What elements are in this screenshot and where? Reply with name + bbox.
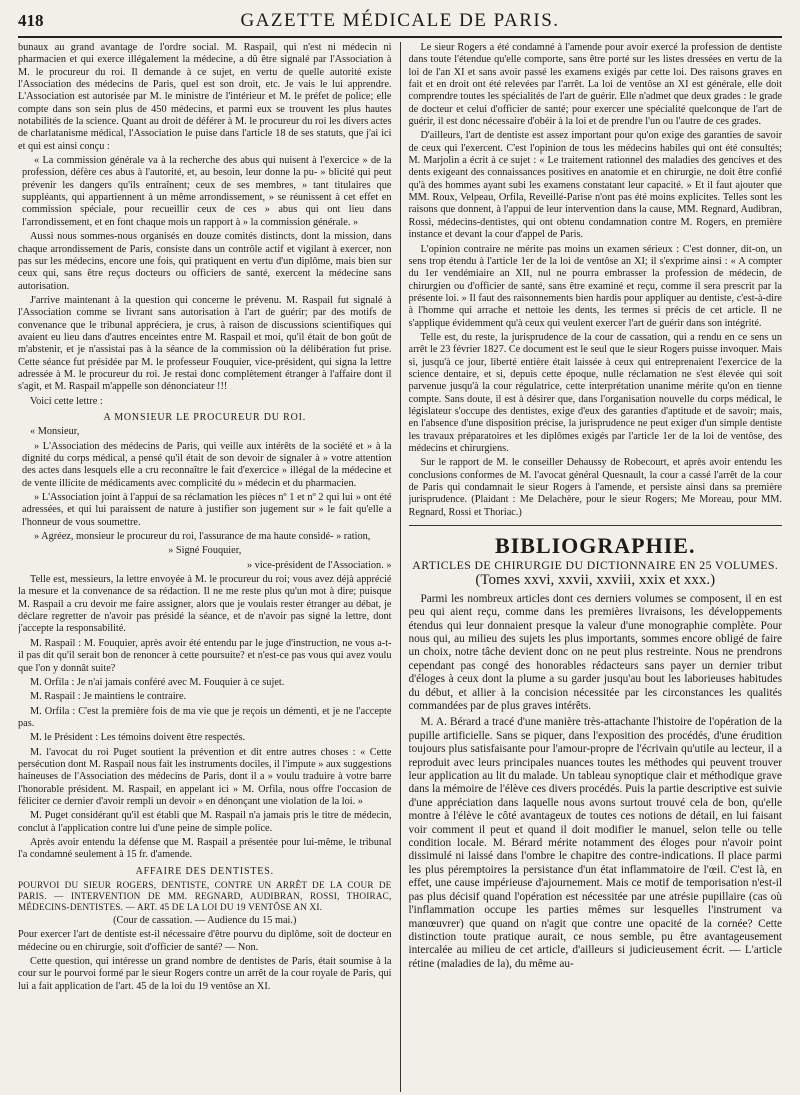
- paragraph: Le sieur Rogers a été condamné à l'amende pour avoir exercé la profession de dentiste dans toute l'étendue qu'elle comporte, sans être porté sur les listes dressées en vertu de la loi de l'an XI et sans avoir passé les examens exigés par cette loi. Des raisons graves en fait et en droit ont été relevées par l'arrêt. La loi de ventôse an XI est générale, elle doit comprendre toutes les spécialités de l'art de guérir. Elle n'admet que deux grades : le grade de docteur et celui d'officier de santé; pour exercer une spécialité quelconque de l'art de guérir, il est donc nécessaire d'obéir à la loi et de prendre l'un ou l'autre de ces grades.: [408, 42, 782, 128]
- quotation: « Monsieur,: [30, 426, 80, 438]
- column-divider: [400, 42, 401, 1092]
- paragraph: J'arrive maintenant à la question qui concerne le prévenu. M. Raspail fut signalé à l'Association comme se livrant sans autorisation à l'art de guérir; par des motifs de convenance que le tribunal appréciera, je crus, à raison de discussions scientifiques qui avaient eu lieu dans d'autres enceintes entre M. Raspail et moi, qu'il était de bon goût de m'abstenir, et je n'assistai pas à la séance de la commission où la délibération fut prise. Cette séance fut présidée par M. le professeur Fouquier, vice-président, qui signa la lettre adressée à M. le procureur du roi. Je restai donc complètement étranger à l'affaire dont il s'agit, et M. Raspail m'appelle son dénonciateur !!!: [18, 294, 392, 393]
- left-column: [18, 42, 392, 1092]
- paragraph: Aussi nous sommes-nous organisés en douze comités distincts, dont la mission, dans chaque arrondissement de Paris, consiste dans un contrôle actif et vigilant à exercer, non pas sur les médecins, encore une fois, qui pratiquent en vertu d'un diplôme, mais bien sur ceux qui, sans être reçus docteurs ou officiers de santé, exercent la médecine sans autorisation.: [18, 231, 392, 292]
- paragraph: L'opinion contraire ne mérite pas moins un examen sérieux : C'est donner, dit-on, un sens trop étendu à l'article 1er de la loi de ventôse an XI; il s'exprime ainsi : « A compter du 1er vendémiaire an XII, nul ne pourra embrasser la profession de médecin, de chirurgien ou d'officier de santé, sans être examiné et reçu, comme il sera prescrit par la présente loi. » Il faut des raisonnements bien hardis pour appliquer au dentiste, c'est-à-dire à l'homme qui arrache et nettoie les dents, les termes si précis de cet article. Il ne s'applique évidemment qu'à ceux qui veulent exercer l'art de guérir dans son intégrité.: [408, 243, 782, 329]
- paragraph: Sur le rapport de M. le conseiller Dehaussy de Robecourt, et après avoir entendu les conclusions conformes de M. l'avocat général Quesnault, la cour a cassé l'arrêt de la cour de Paris qui condamnait le sieur Rogers à l'amende, et persiste ainsi dans sa première jurisprudence. (Plaidant : Me Delachère, pour le sieur Rogers; Me Moreau, pour MM. Regnard, Rossi et Thoriac.): [408, 457, 782, 518]
- right-column: [409, 42, 783, 1092]
- paragraph: M. A. Bérard a tracé d'une manière très-attachante l'histoire de l'opération de la pupille artificielle. Sans se piquer, dans l'exposition des procédés, d'une érudition toujours plus satisfaisante pour l'amour-propre de l'écrivain qu'utile au lecteur, il a reproduit avec leurs principales nuances toutes les méthodes qui peuvent trouver leur application au lit du malade. Un tableau synoptique clair et méthodique grave dans la mémoire de l'élève ces divers procédés. Puis la partie descriptive est suivie d'une appréciation dans laquelle nous avons surtout trouvé cela de bon, qu'elle montre à l'élève le côté avantageux de toutes ces notions de détail, en lui faisant voir comment il peut et quand il doit modifier le manuel, selon telle ou telle condition locale. M. Bérard mérite notamment des éloges pour n'avoir point dissimulé ni laissé dans l'ombre le chapitre des contre-indications. Il place parmi les plus péremptoires la persistance d'un état inflammatoire de l'œil. C'est là, en effet, une cause impérieuse d'ajournement. Mais ce motif de temporisation n'est-il pas plus décisif quand l'opération est nécessitée par une atrésie pupillaire (cas où l'inflammation occupe les parties mêmes sur lesquelles l'instrument va manœuvrer) que quand on n'agit que contre une opacité de la cornée? Cette distinction toute pratique aurait, ce nous semble, pu être avantageusement intercalée au milieu de cet article, d'ailleurs si judicieusement écrit. — L'article rétine (maladies de la), du même au-: [408, 716, 782, 970]
- paragraph: M. Orfila : C'est la première fois de ma vie que je reçois un démenti, et je ne l'accepte pas.: [18, 705, 392, 729]
- legal-question: Pour exercer l'art de dentiste est-il nécessaire d'être pourvu du diplôme, soit de docteur en médecine ou en chirurgie, soit d'officier de santé? — Non.: [18, 929, 392, 953]
- paragraph: M. l'avocat du roi Puget soutient la prévention et dit entre autres choses : « Cette persécution dont M. Raspail nous fait les instruments dociles, il l'impute » aux suggestions haineuses de l'Association des médecins de Paris, dont il a » voulu traduire à votre barre l'honorable président. M. Raspail, en appelant ici » M. Orfila, nous offre l'occasion de féliciter ce dernier d'avoir rempli un devoir » en dénonçant une violation de la loi. »: [18, 746, 392, 807]
- paragraph: M. Orfila : Je n'ai jamais conféré avec M. Fouquier à ce sujet.: [30, 676, 285, 688]
- paragraph: M. Raspail : M. Fouquier, après avoir été entendu par le juge d'instruction, ne vous a-t-il pas dit qu'il serait bon de renoncer à cette poursuite? et n'est-ce pas vous qui avez voulu que l'on y donnât suite?: [18, 637, 392, 674]
- section-heading: AFFAIRE DES DENTISTES.: [135, 865, 274, 877]
- court-line: (Cour de cassation. — Audience du 15 mai.): [113, 915, 297, 926]
- bibliography-heading: BIBLIOGRAPHIE.: [495, 533, 696, 559]
- articles-heading: ARTICLES DE CHIRURGIE DU DICTIONNAIRE EN 25 VOLUMES.: [412, 558, 779, 573]
- journal-title: GAZETTE MÉDICALE DE PARIS.: [240, 10, 560, 31]
- letter-heading: A MONSIEUR LE PROCUREUR DU ROI.: [103, 411, 307, 423]
- paragraph: M. Puget considérant qu'il est établi que M. Raspail n'a jamais pris le titre de médecin, conclut à l'application contre lui d'une peine de simple police.: [18, 810, 392, 834]
- quotation: « La commission générale va à la recherche des abus qui nuisent à l'exercice » de la profession, défère ces abus à l'autorité, et, au besoin, leur donne la pu- » blicité qui peut prévenir les dangers qu'ils entraînent; ceux de ses membres, » tant titulaires que suppléants, qui appartiennent à un même arrondissement, » se réunissent à cet effet en commission spéciale, pour recueillir ceux de ces » abus qui ont lieu dans l'arrondissement, et en font chaque mois un rapport à » la commission générale. »: [22, 155, 392, 228]
- paragraph: M. le Président : Les témoins doivent être respectés.: [30, 732, 246, 744]
- signature-title: » vice-président de l'Association. »: [246, 559, 392, 571]
- tomes-subheading: (Tomes xxvi, xxvii, xxviii, xxix et xxx.): [475, 572, 716, 589]
- paragraph: Telle est, messieurs, la lettre envoyée à M. le procureur du roi; vous avez déjà apprécié la mesure et la convenance de sa rédaction. Il ne me reste plus qu'un mot à dire; puisque M. Raspail a cru devoir me faire assigner, alors que je voulais rester étranger au débat, je déclare regretter de n'avoir pas présidé la séance, et de n'avoir pas signé la lettre, dont j'accepte la responsabilité.: [18, 574, 392, 635]
- paragraph: Cette question, qui intéresse un grand nombre de dentistes de Paris, était soumise à la cour sur le pourvoi formé par le sieur Rogers contre un arrêt de la cour royale de Paris, qui lui a fait application de l'art. 45 de la loi du 19 ventôse an XI.: [18, 956, 392, 992]
- quotation: » L'Association des médecins de Paris, qui veille aux intérêts de la société et » à la dignité du corps médical, a pensé qu'il était de son devoir de signaler à » votre attention des actes dans lesquels elle a cru reconnaître le fait d'exercice » illégal de la médecine et de vente illicite de médicaments avec complicité du » médecin et du pharmacien.: [22, 440, 392, 489]
- paragraph: D'ailleurs, l'art de dentiste est assez important pour qu'on exige des garanties de savoir de ceux qui l'exercent. C'est l'opinion de tous les médecins habiles qui ont été consultés; M. Marjolin a écrit à ce sujet : « Le traitement rationnel des maladies des gencives et des dents exigeant des connaissances positives en anatomie et en chirurgie, ne doit être confié qu'à des hommes ayant subi les examens constatant leur capacité. » Et il faut ajouter que MM. Roux, Velpeau, Orfila, Reveillé-Parise n'ont pas été moins explicites. Telles sont les raisons que donnent, à l'appui de leur intervention dans la cause, MM. Regnard, Audibran, Rossi, médecins-dentistes, qui ont obtenu condamnation contre M. Rogers, en première instance et devant la cour d'appel de Paris.: [408, 130, 782, 241]
- page-header: [18, 10, 782, 38]
- paragraph: Telle est, du reste, la jurisprudence de la cour de cassation, qui a rendu en ce sens un arrêt le 23 février 1827. Ce document est le seul que le sieur Rogers puisse invoquer. Mais si, jusqu'à ce jour, liberté entière était laissée à ceux qui entreprenaient l'exercice de la science dentaire, et si, depuis cette époque, nulle réclamation ne s'est élevée qui soit parvenue jusqu'à la cour régulatrice, cette interprétation unanime mérite qu'on en tienne compte. Sans doute, il est à désirer que, dans l'organisation nouvelle du corps médical, le législateur s'occupe des dentistes, exige d'eux des garanties d'aptitude et de savoir; mais, en l'absence d'une disposition précise, la jurisprudence ne peut exiger d'un simple dentiste les travaux préparatoires et les diplômes exigés par l'article 1er de la loi de ventôse, des médecins et chirurgiens.: [408, 331, 782, 454]
- case-heading: POURVOI DU SIEUR ROGERS, DENTISTE, CONTRE UN ARRÊT DE LA COUR DE PARIS. — INTERVENTION DE MM. REGNARD, AUDIBRAN, ROSSI, THOIRAC, MÉDECINS-DENTISTES. — ART. 45 DE LA LOI DU 19 VENTÔSE AN XI.: [18, 880, 392, 912]
- paragraph: bunaux au grand avantage de l'ordre social. M. Raspail, qui n'est ni médecin ni pharmacien et qui exerce illégalement la médecine, a dû être signalé par l'Association à M. le procureur du roi. Il demande à ce sujet, en vertu de quelle autorité existe l'Association des médecins de Paris, quel est son droit, etc. Je vais le lui apprendre. L'Association est autorisée par M. le ministre de l'intérieur et M. le préfet de police; elle compte dans son sein plus de 450 médecins, et parmi eux se trouvent les plus hautes notabilités de la science. Quant au droit de déférer à M. le procureur du roi les divers actes de charlatanisme médical, l'Association le puise dans l'article 18 de ses statuts, que j'ai ici et qui est ainsi conçu :: [18, 42, 392, 152]
- page-number: 418: [18, 11, 44, 30]
- signature-line: » Signé Fouquier,: [168, 545, 242, 557]
- quotation: » L'Association joint à l'appui de sa réclamation les pièces nº 1 et nº 2 qui lui » ont été adressées, et qui lui paraissent de nature à justifier son jugement sur » le fait qu'elle a l'honneur de vous soumettre.: [22, 492, 392, 528]
- paragraph: Voici cette lettre :: [30, 395, 103, 407]
- section-rule: [409, 525, 783, 526]
- paragraph: M. Raspail : Je maintiens le contraire.: [30, 691, 187, 703]
- quotation: » Agréez, monsieur le procureur du roi, l'assurance de ma haute considé- » ration,: [34, 531, 371, 543]
- paragraph: Parmi les nombreux articles dont ces derniers volumes se composent, il en est peu qui aient reçu, comme dans les premières livraisons, les développements étendus qui leur donnaient presque la valeur d'une monographie complète. Pour nous qui, au milieu des sujets les plus importants, sommes encore obligé de faire un choix, notre tâche devient donc on ne peut plus restreinte. Nous ne prendrons cependant pas congé des honorables rédacteurs sans payer un dernier tribut d'éloges à ceux dont la plume a su garder jusqu'au bout les laborieuses habitudes du début, et allier à la concision nécessitée par les circonstances les qualités commandées par de plus graves intérêts.: [408, 592, 782, 712]
- paragraph: Après avoir entendu la défense que M. Raspail a présentée pour lui-même, le tribunal l'a condamné seulement à 15 fr. d'amende.: [18, 836, 392, 861]
